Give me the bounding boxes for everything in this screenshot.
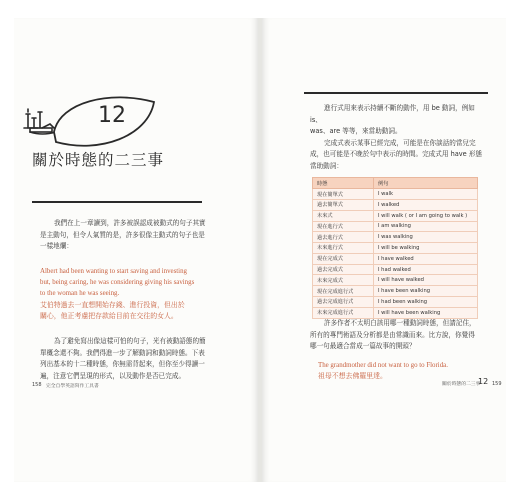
table-row	[313, 297, 478, 308]
table-row	[313, 199, 478, 210]
tense-example-cell: I will walk ( or I am going to walk )	[374, 210, 478, 221]
table-row	[313, 232, 478, 243]
tense-name-cell: 過去進行式	[313, 232, 374, 243]
right-folio: 159	[492, 381, 502, 387]
tense-name-cell: 現在完成式	[313, 253, 374, 264]
tense-name-cell: 未來進行式	[313, 243, 374, 254]
tense-example-cell: I will be walking	[374, 243, 478, 254]
tense-example-cell: I am walking	[374, 221, 478, 232]
left-title-divider	[32, 201, 202, 203]
tense-example-cell: I had walked	[374, 264, 478, 275]
left-example-quote: Albert had been wanting to start saving and investing but, being caring, he was considering giving his savings to the woman he was seeing. 艾伯特過去一直想開始存錢、進行投資，但出於 關心，他正考慮把存款給目前在交往的女人。	[40, 268, 195, 320]
chapter-title: 關於時態的二三事	[32, 151, 165, 169]
table-row	[313, 221, 478, 232]
table-row	[313, 210, 478, 221]
table-row	[313, 264, 478, 275]
right-example-quote: The grandmother did not want to go to Florida. 祖母不想去佛羅里達。	[318, 362, 448, 381]
table-header-row	[313, 178, 478, 189]
left-running-head: 完全自學英語寫作工具書	[46, 384, 99, 389]
left-para-2: 為了避免寫出像這樣可怕的句子，光有被動語態的簡 單概念還不夠。我們得進一步了解動詞和動詞時態。下表 列出基本的十二種時態，你無需背起來，但你至少得讀一 遍，注意它們呈現的形式，以及動作是否已完成。	[40, 337, 206, 380]
tense-example-cell: I will have walked	[374, 275, 478, 286]
tense-name-cell: 未來式	[313, 210, 374, 221]
right-para-1: 進行式用來表示持續不斷的動作，用 be 動詞，例如 is、 was、are 等等，來當助動詞。 完成式表示某事已經完成，可能是在你談話的當兒完 成，也可能是不晚於句中表示的時間。完成式用 have 形態 當助動詞：	[310, 104, 483, 170]
table-row	[313, 253, 478, 264]
table-row	[313, 243, 478, 254]
tense-name-cell: 現在進行式	[313, 221, 374, 232]
chapter-number: 12	[98, 103, 126, 128]
tense-example-cell: I walked	[374, 199, 478, 210]
tense-example-cell: I was walking	[374, 232, 478, 243]
tense-example-cell: I have been walking	[374, 286, 478, 297]
right-para-2: 許多作者不太明白該用哪一種動詞時態，但請記住， 所有的專門術語及分析都是由常識而來。比方說，你覺得 哪一句最適合當成一篇故事的開頭？	[310, 319, 476, 351]
table-header-example: 例句	[374, 178, 478, 189]
table-row	[313, 307, 478, 318]
tense-name-cell: 現在簡單式	[313, 189, 374, 200]
tense-name-cell: 未來完成式	[313, 275, 374, 286]
tense-name-cell: 過去簡單式	[313, 199, 374, 210]
tense-table-wrapper	[270, 0, 500, 500]
table-header-tense: 時態	[313, 178, 374, 189]
tense-name-cell: 未來完成進行式	[313, 307, 374, 318]
tense-example-cell: I had been walking	[374, 297, 478, 308]
table-row	[313, 189, 478, 200]
tense-name-cell: 過去完成進行式	[313, 297, 374, 308]
left-para-1: 我們在上一章讀到，許多被誤認成被動式的句子其實 是主動句，但令人氣質的是，許多很像主動式的句子也是 一樣地爛：	[40, 219, 206, 251]
table-row	[313, 286, 478, 297]
tense-table	[312, 177, 478, 319]
left-folio: 158	[32, 382, 42, 388]
right-running-head: 關於時態的二三事	[442, 382, 481, 387]
table-row	[313, 275, 478, 286]
right-chapter-number: 12	[478, 377, 489, 386]
tense-name-cell: 過去完成式	[313, 264, 374, 275]
tense-example-cell: I will have been walking	[374, 307, 478, 318]
tense-example-cell: I have walked	[374, 253, 478, 264]
tense-example-cell: I walk	[374, 189, 478, 200]
tense-name-cell: 現在完成進行式	[313, 286, 374, 297]
